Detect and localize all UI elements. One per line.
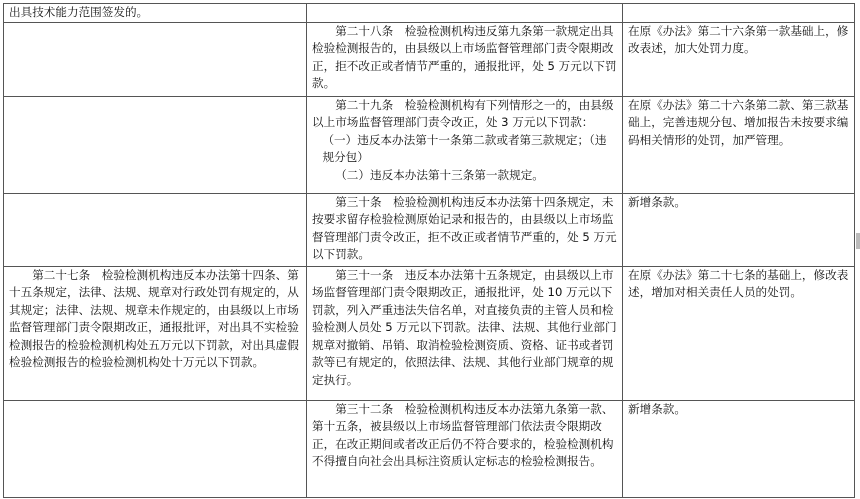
old-provision-cell bbox=[4, 400, 307, 497]
cell-text: 第三十二条 检验检测机构违反本办法第九条第一款、第十五条，被县级以上市场监督管理部门依法责令限期改正，在改正期间或者改正后仍不符合要求的，检验检测机构不得擅自向社会出具标注资质认定标志的检验检测报告。 bbox=[312, 401, 614, 468]
new-provision-cell bbox=[307, 22, 623, 96]
cell-paragraph: （一）违反本办法第十一条第二款或者第三款规定；（违规分包） bbox=[322, 132, 607, 164]
table-row bbox=[4, 4, 855, 23]
explanation-cell bbox=[623, 400, 855, 497]
old-provision-cell bbox=[4, 22, 307, 96]
table-row bbox=[4, 193, 855, 266]
table-row bbox=[4, 22, 855, 96]
new-provision-cell bbox=[307, 266, 623, 400]
cell-paragraph: 第二十九条 检验检测机构有下列情形之一的，由县级以上市场监督管理部门责令改正，处 3 万元以下罚款： bbox=[312, 97, 614, 129]
cell-text: 出具技术能力范围签发的。 bbox=[9, 5, 149, 19]
old-provision-cell bbox=[4, 266, 307, 400]
explanation-cell bbox=[623, 22, 855, 96]
old-provision-cell bbox=[4, 4, 307, 23]
cell-text: 在原《办法》第二十七条的基础上，修改表述，增加对相关责任人员的处罚。 bbox=[628, 267, 849, 299]
explanation-cell bbox=[623, 4, 855, 23]
table-row bbox=[4, 266, 855, 400]
new-provision-cell bbox=[307, 400, 623, 497]
cell-text: 在原《办法》第二十六条第二款、第三款基础上，完善违规分包、增加报告未按要求编码相关情形的处罚，加严管理。 bbox=[628, 97, 849, 147]
table-row bbox=[4, 400, 855, 497]
table-row bbox=[4, 96, 855, 193]
cell-text: 第三十条 检验检测机构违反本办法第十四条规定，未按要求留存检验检测原始记录和报告的，由县级以上市场监督管理部门责令改正，拒不改正或者情节严重的，处 5 万元以下罚款。 bbox=[312, 194, 617, 261]
comparison-table bbox=[3, 3, 855, 498]
new-provision-cell bbox=[307, 193, 623, 266]
cell-paragraph: （二）违反本办法第十三条第一款规定。 bbox=[335, 167, 544, 182]
old-provision-cell bbox=[4, 96, 307, 193]
new-provision-cell bbox=[307, 4, 623, 23]
cell-text: 新增条款。 bbox=[628, 194, 686, 209]
explanation-cell bbox=[623, 96, 855, 193]
cell-text: 第三十一条 违反本办法第十五条规定，由县级以上市场监督管理部门责令限期改正，通报批评，处 10 万元以下罚款，列入严重违法失信名单，对直接负责的主管人员和检验检测人员处 5 万元以下罚款。法律、法规、其他行业部门规章对撤销、吊销、取消检验检测资质、资格、证书或者罚款等已有规定的，依照法律、法规、其他行业部门规章的规定执行。 bbox=[312, 267, 617, 387]
cell-text: 第二十八条 检验检测机构违反第九条第一款规定出具检验检测报告的，由县级以上市场监督管理部门责令限期改正，拒不改正或者情节严重的，通报批评，处 5 万元以下罚款。 bbox=[312, 23, 617, 90]
explanation-cell bbox=[623, 193, 855, 266]
cell-text: 第二十七条 检验检测机构违反本办法第十四条、第十五条规定，法律、法规、规章对行政处罚有规定的，从其规定；法律、法规、规章未作规定的，由县级以上市场监督管理部门责令限期改正，通报批评，对出具不实检验检测报告的检验检测机构处五万元以下罚款，对出具虚假检验检测报告的检验检测机构处十万元以下罚款。 bbox=[9, 267, 299, 369]
new-provision-cell bbox=[307, 96, 623, 193]
scrollbar-stub[interactable] bbox=[856, 233, 860, 249]
old-provision-cell bbox=[4, 193, 307, 266]
cell-text: 在原《办法》第二十六条第一款基础上，修改表述，加大处罚力度。 bbox=[628, 23, 849, 55]
cell-text: 新增条款。 bbox=[628, 401, 686, 416]
explanation-cell bbox=[623, 266, 855, 400]
